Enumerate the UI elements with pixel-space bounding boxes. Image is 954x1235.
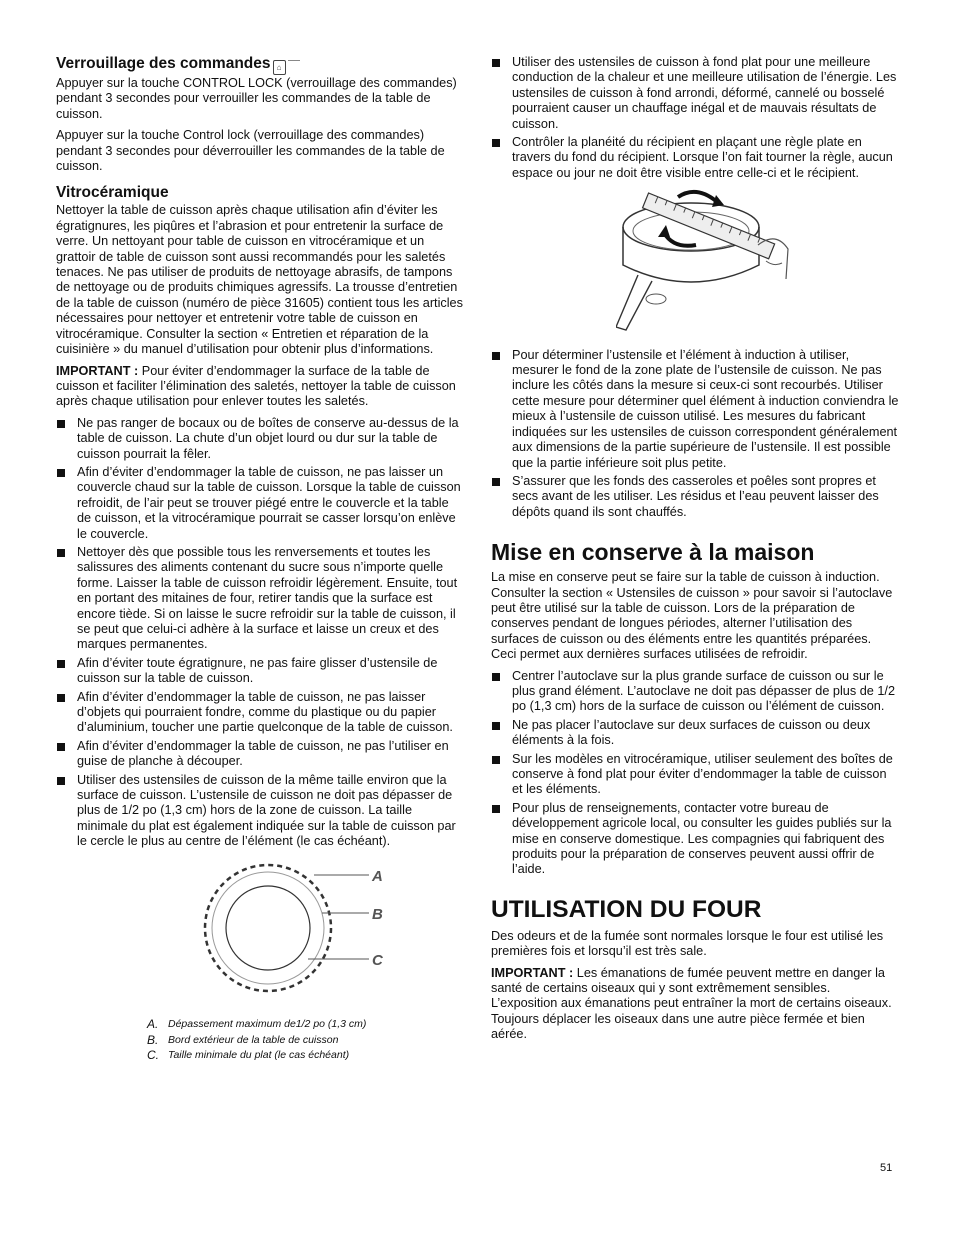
measure-bullet-list xyxy=(491,348,899,520)
left-column xyxy=(56,55,465,1063)
ceramic-important: IMPORTANT : Pour éviter d’endommager la surface de la table de cuisson et faciliter l’élimination des saletés, nettoyer la table de cuisson après chaque utilisation pour enlever toutes les saletés. xyxy=(56,363,456,409)
right-column xyxy=(491,55,899,1049)
ceramic-paragraph: Nettoyer la table de cuisson après chaque utilisation afin d’éviter les égratignures, les piqûres et l’abrasion et pour entretenir la surface de verre. Un nettoyant pour table de cuisson en vitrocéramique et un grattoir de table de cuisson sont aussi recommandés pour les saletés tenaces. Ne pas utiliser de produits de nettoyage abrasifs, de tampons de nettoyage ou de produits chimiques agressifs. La trousse d’entretien de la table de cuisson (numéro de pièce 31605) contient tous les articles nécessaires pour nettoyer et entretenir votre table de cuisson en vitrocéramique. Consulter la section « Entretien et réparation de la cuisinière » du manuel d’utilisation pour obtenir plus d’informations. xyxy=(56,203,463,357)
cooktop-element-diagram xyxy=(56,853,465,1013)
list-item: Ne pas ranger de bocaux ou de boîtes de conserve au-dessus de la table de cuisson. La chute d’un objet lourd ou dur sur la table de cuisson pourrait la fêler. xyxy=(56,416,465,462)
list-item: Pour plus de renseignements, contacter votre bureau de développement agricole local, ou consulter les guides publiés sur la mise en conserve domestique. Les compagnies qui fabriquent des produits pour la préparation de conserves peuvent aussi offrir de l’aide. xyxy=(491,801,899,878)
square-bullet-icon xyxy=(57,694,65,702)
figure-label-a: A xyxy=(372,867,383,885)
list-item: Sur les modèles en vitrocéramique, utiliser seulement des boîtes de conserve à fond plat pour éviter d’endommager la table de cuisson et les éléments. xyxy=(491,752,899,798)
square-bullet-icon xyxy=(492,59,500,67)
square-bullet-icon xyxy=(57,549,65,557)
control-lock-paragraph-2: Appuyer sur la touche Control lock (verrouillage des commandes) pendant 3 secondes pour déverrouiller les commandes de la table de cuisson. xyxy=(56,128,445,174)
ceramic-bullet-list xyxy=(56,416,465,850)
square-bullet-icon xyxy=(492,352,500,360)
list-item: Utiliser des ustensiles de cuisson de la même taille environ que la surface de cuisson. L’ustensile de cuisson ne doit pas dépasser de plus de 1/2 po (1,3 cm) hors de la zone de cuisson. La taille minimale du plat est également indiquée sur la table de cuisson par le cercle le plus au centre de l’élément (le cas échéant). xyxy=(56,773,465,850)
canning-paragraph: La mise en conserve peut se faire sur la table de cuisson à induction. Consulter la section « Ustensiles de cuisson » pour savoir si l’autoclave peut être utilisé sur la table de cuisson. Lors de la préparation de conserves pendant de longues périodes, alterner l’utilisation des surfaces de cuisson ou des éléments entre les quantités préparées. Ceci permet aux dernières surfaces utilisées de refroidir. xyxy=(491,570,893,662)
square-bullet-icon xyxy=(57,660,65,668)
square-bullet-icon xyxy=(492,478,500,486)
list-item: S’assurer que les fonds des casseroles et poêles sont propres et secs avant de les utiliser. Les résidus et l’eau peuvent laisser des dépôts quand ils sont chauffés. xyxy=(491,474,899,520)
pan-with-ruler-icon xyxy=(616,187,796,337)
ceramic-heading: Vitrocéramique xyxy=(56,184,169,202)
square-bullet-icon xyxy=(492,673,500,681)
caption-b: B. Bord extérieur de la table de cuisson xyxy=(147,1032,339,1047)
list-item: Afin d’éviter toute égratignure, ne pas faire glisser d’ustensile de cuisson sur la table de cuisson. xyxy=(56,656,465,687)
page-number: 51 xyxy=(880,1162,893,1174)
square-bullet-icon xyxy=(57,420,65,428)
list-item: Utiliser des ustensiles de cuisson à fond plat pour une meilleure conduction de la chaleur et une meilleure utilisation de l’énergie. Les ustensiles de cuisson à fond arrondi, déformé, cannelé ou bosselé pourraient causer un chauffage inégal et de mauvais résultats de cuisson. xyxy=(491,55,899,132)
list-item: Centrer l’autoclave sur la plus grande surface de cuisson ou sur le plus grand élément. L’autoclave ne doit pas dépasser de plus de 1/2 po (1,3 cm) hors de la surface de cuisson ou l’élément de cuisson. xyxy=(491,669,899,715)
oven-heading: UTILISATION DU FOUR xyxy=(491,895,762,923)
list-item: Afin d’éviter d’endommager la table de cuisson, ne pas laisser un couvercle chaud sur la table de cuisson. Lorsque la table de cuisson refroidit, de l’air peut se trouver piégé entre le couvercle et la table de cuisson, et la vitrocéramique pourrait se casser lorsqu’on enlève le couvercle. xyxy=(56,465,465,542)
list-item: Nettoyer dès que possible tous les renversements et toutes les salissures des aliments contenant du sucre sous n’importe quelle forme. Laisser la table de cuisson refroidir légèrement. Ensuite, tout en portant des mitaines de four, retirer tandis que la surface est encore tiède. Si on laisse le sucre refroidir sur la table de cuisson, il se peut que celui-ci adhère à la surface et laisse un creux et des marques permanentes. xyxy=(56,545,465,653)
figure-label-c: C xyxy=(372,951,383,969)
canning-heading: Mise en conserve à la maison xyxy=(491,539,815,566)
square-bullet-icon xyxy=(492,139,500,147)
square-bullet-icon xyxy=(57,777,65,785)
cookware-bullet-list xyxy=(491,55,899,181)
square-bullet-icon xyxy=(57,743,65,751)
caption-a: A. Dépassement maximum de1/2 po (1,3 cm) xyxy=(147,1017,367,1032)
oven-paragraph: Des odeurs et de la fumée sont normales lorsque le four est utilisé les premières fois et lorsqu’il est très sale. xyxy=(491,928,884,959)
list-item: Afin d’éviter d’endommager la table de cuisson, ne pas l’utiliser en guise de planche à découper. xyxy=(56,739,465,770)
caption-c: C. Taille minimale du plat (le cas échéant) xyxy=(147,1047,350,1062)
control-lock-heading: Verrouillage des commandes ⌂ xyxy=(56,55,465,75)
figure-label-b: B xyxy=(372,905,383,923)
list-item: Contrôler la planéité du récipient en plaçant une règle plate en travers du fond du récipient. Lorsque l’on fait tourner la règle, aucun espace ou jour ne doit être visible entre celle-ci et le récipient. xyxy=(491,135,899,181)
list-item: Ne pas placer l’autoclave sur deux surfaces de cuisson ou deux éléments à la fois. xyxy=(491,718,899,749)
square-bullet-icon xyxy=(492,756,500,764)
lock-icon: ⌂ xyxy=(273,57,300,75)
list-item: Pour déterminer l’ustensile et l’élément à induction à utiliser, mesurer le fond de la zone plate de l’ustensile de cuisson. Ne pas inclure les côtés dans la mesure si ceux-ci sont recourbés. Utiliser cette mesure pour déterminer quel élément à induction conviendra le mieux à l’ustensile de cuisson utilisé. Les mesures du fabricant indiquées sur les ustensiles de cuisson correspondent généralement aux dimensions de la partie supérieure de l’ustensile. Il est possible que la partie inférieure soit plus petite. xyxy=(491,348,899,471)
square-bullet-icon xyxy=(492,722,500,730)
square-bullet-icon xyxy=(57,469,65,477)
list-item: Afin d’éviter d’endommager la table de cuisson, ne pas laisser d’objets qui pourraient fondre, comme du plastique ou du papier d’aluminium, toucher une partie quelconque de la table de cuisson. xyxy=(56,690,465,736)
square-bullet-icon xyxy=(492,805,500,813)
pan-ruler-illustration xyxy=(616,187,899,341)
control-lock-paragraph-1: Appuyer sur la touche CONTROL LOCK (verrouillage des commandes) pendant 3 secondes pour verrouiller les commandes de la table de cuisson. xyxy=(56,76,457,121)
figure-captions xyxy=(147,1017,465,1063)
oven-important: IMPORTANT : Les émanations de fumée peuvent mettre en danger la santé de certains oiseaux qui y sont extrêmement sensibles. L’exposition aux émanations peut entraîner la mort de certains oiseaux. Toujours déplacer les oiseaux dans une autre pièce fermée et bien aérée. xyxy=(491,965,892,1042)
canning-bullet-list xyxy=(491,669,899,878)
cooktop-size-figure xyxy=(56,853,465,1064)
